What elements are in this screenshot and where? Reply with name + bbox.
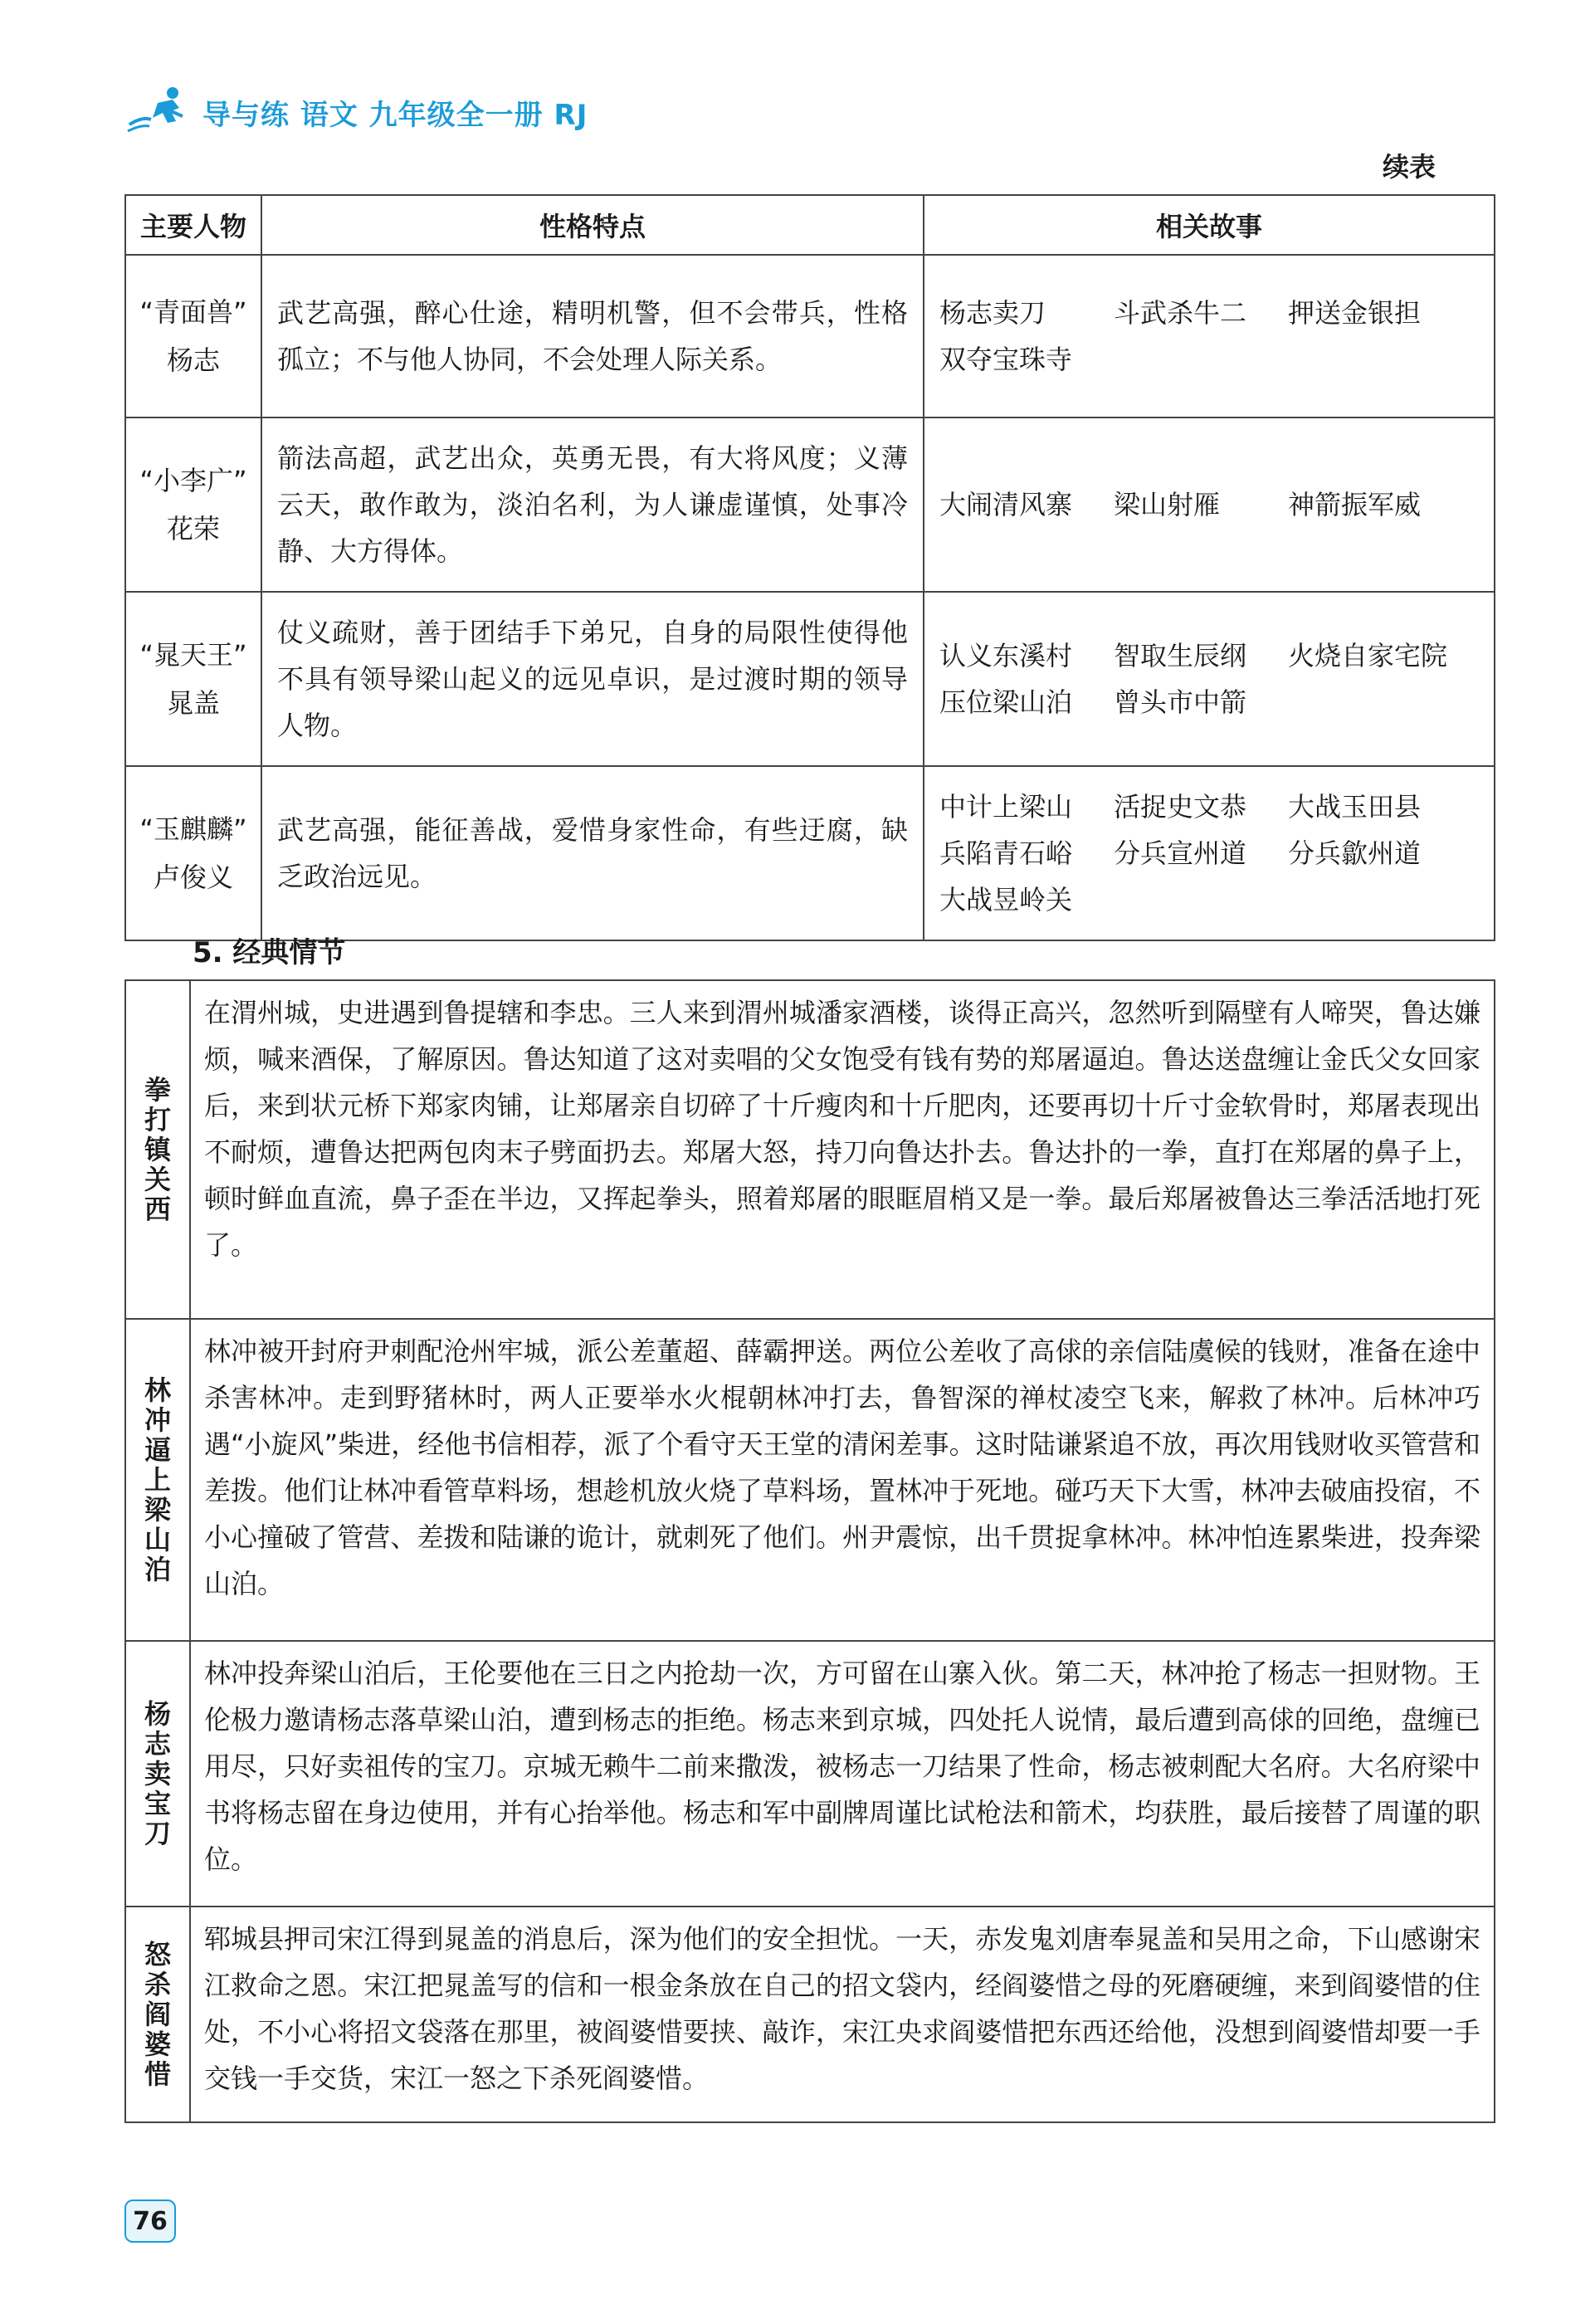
stories-cell [924,766,1495,940]
plot-text: 在渭州城，史进遇到鲁提辖和李忠。三人来到渭州城潘家酒楼，谈得正高兴，忽然听到隔壁有人啼哭，鲁达嫌烦，喊来酒保，了解原因。鲁达知道了这对卖唱的父女饱受有钱有势的郑屠逼迫。鲁达送盘缠让金氏父女回家后，来到状元桥下郑家肉铺，让郑屠亲自切碎了十斤瘦肉和十斤肥肉，还要再切十斤寸金软骨时，郑屠表现出不耐烦，遭鲁达把两包肉末子劈面扔去。郑屠大怒，持刀向鲁达扑去。鲁达扑的一拳，直打在郑屠的鼻子上，顿时鲜血直流，鼻子歪在半边，又挥起拳头，照着郑屠的眼眶眉梢又是一拳。最后郑屠被鲁达三拳活活地打死了。 [190,980,1495,1319]
stories-cell [924,255,1495,417]
story-item: 认义东溪村 [939,640,1073,671]
header-character: 主要人物 [125,195,261,255]
stories-cell [924,417,1495,592]
character-cell [125,255,261,417]
story-item: 大战玉田县 [1288,791,1422,823]
table-row [125,980,1495,1319]
character-nickname: “青面兽” [139,296,247,328]
plot-text: 郓城县押司宋江得到晁盖的消息后，深为他们的安全担忧。一天，赤发鬼刘唐奉晁盖和吴用之命，下山感谢宋江救命之恩。宋江把晁盖写的信和一根金条放在自己的招文袋内，经阎婆惜之母的死磨硬缠，来到阎婆惜的住处，不小心将招文袋落在那里，被阎婆惜要挟、敲诈，宋江央求阎婆惜把东西还给他，没想到阎婆惜却要一手交钱一手交货，宋江一怒之下杀死阎婆惜。 [190,1907,1495,2122]
runner-logo-icon [124,83,191,141]
plot-title: 林冲逼上梁山泊 [144,1374,171,1585]
character-name: 晁盖 [166,687,220,719]
section-title: 5. 经典情节 [193,936,346,969]
character-nickname: “玉麒麟” [139,813,247,845]
character-cell [125,417,261,592]
story-item: 大闹清风寨 [939,489,1073,520]
character-nickname: “小李广” [139,465,247,496]
plot-text: 林冲被开封府尹刺配沧州牢城，派公差董超、薛霸押送。两位公差收了高俅的亲信陆虞候的钱财，准备在途中杀害林冲。走到野猪林时，两人正要举水火棍朝林冲打去，鲁智深的禅杖凌空飞来，解救了林冲。后林冲巧遇“小旋风”柴进，经他书信相荐，派了个看守天王堂的清闲差事。这时陆谦紧追不放，再次用钱财收买管营和差拨。他们让林冲看管草料场，想趁机放火烧了草料场，置林冲于死地。碰巧天下大雪，林冲去破庙投宿，不小心撞破了管营、差拨和陆谦的诡计，就刺死了他们。州尹震惊，出千贯捉拿林冲。林冲怕连累柴进，投奔梁山泊。 [190,1319,1495,1641]
continued-label: 续表 [1382,151,1436,183]
traits-cell: 武艺高强，醉心仕途，精明机警，但不会带兵，性格孤立；不与他人协同，不会处理人际关系。 [261,255,924,417]
story-item: 压位梁山泊 [939,686,1073,718]
story-item: 梁山射雁 [1114,489,1221,520]
character-name: 花荣 [166,513,220,544]
character-name: 卢俊义 [153,862,233,893]
plots-table [124,979,1495,2123]
plot-text: 林冲投奔梁山泊后，王伦要他在三日之内抢劫一次，方可留在山寨入伙。第二天，林冲抢了杨志一担财物。王伦极力邀请杨志落草梁山泊，遭到杨志的拒绝。杨志来到京城，四处托人说情，最后遭到高俅的回绝，盘缠已用尽，只好卖祖传的宝刀。京城无赖牛二前来撒泼，被杨志一刀结果了性命，杨志被刺配大名府。大名府梁中书将杨志留在身边使用，并有心抬举他。杨志和军中副牌周谨比试枪法和箭术，均获胜，最后接替了周谨的职位。 [190,1641,1495,1907]
page-header [124,83,588,141]
story-item: 中计上梁山 [939,791,1073,823]
plot-title-cell [125,1319,190,1641]
page-number: 76 [124,2200,176,2243]
table-header-row [125,195,1495,255]
traits-cell: 武艺高强，能征善战，爱惜身家性命，有些迂腐，缺乏政治远见。 [261,766,924,940]
story-item: 分兵歙州道 [1288,837,1422,869]
story-item: 杨志卖刀 [939,297,1046,329]
table-row [125,255,1495,417]
characters-table [124,194,1495,941]
plot-title-cell [125,1641,190,1907]
story-item: 智取生辰纲 [1114,640,1247,671]
traits-cell: 箭法高超，武艺出众，英勇无畏，有大将风度；义薄云天，敢作敢为，淡泊名利，为人谦虚谨慎，处事冷静、大方得体。 [261,417,924,592]
table-row [125,1319,1495,1641]
story-item: 分兵宣州道 [1114,837,1247,869]
header-title: 导与练 语文 九年级全一册 RJ [202,98,588,132]
plot-title: 拳打镇关西 [144,1074,171,1225]
table-row [125,1907,1495,2122]
story-item: 押送金银担 [1288,297,1422,329]
character-cell [125,766,261,940]
story-item: 活捉史文恭 [1114,791,1247,823]
plot-title: 怒杀阎婆惜 [144,1939,171,2090]
plot-title-cell [125,1907,190,2122]
character-cell [125,592,261,766]
stories-cell [924,592,1495,766]
story-item: 大战昱岭关 [939,884,1073,915]
table-row [125,766,1495,940]
header-stories: 相关故事 [924,195,1495,255]
character-name: 杨志 [166,344,220,376]
traits-cell: 仗义疏财，善于团结手下弟兄，自身的局限性使得他不具有领导梁山起义的远见卓识，是过渡时期的领导人物。 [261,592,924,766]
table-row [125,1641,1495,1907]
plot-title-cell [125,980,190,1319]
header-traits: 性格特点 [261,195,924,255]
plot-title: 杨志卖宝刀 [144,1698,171,1849]
story-item: 火烧自家宅院 [1288,640,1448,671]
table-row [125,417,1495,592]
story-item: 双夺宝珠寺 [939,344,1073,375]
table-row [125,592,1495,766]
story-item: 曾头市中箭 [1114,686,1247,718]
story-item: 神箭振军威 [1288,489,1422,520]
character-nickname: “晁天王” [139,639,247,671]
story-item: 兵陷青石峪 [939,837,1073,869]
story-item: 斗武杀牛二 [1114,297,1247,329]
